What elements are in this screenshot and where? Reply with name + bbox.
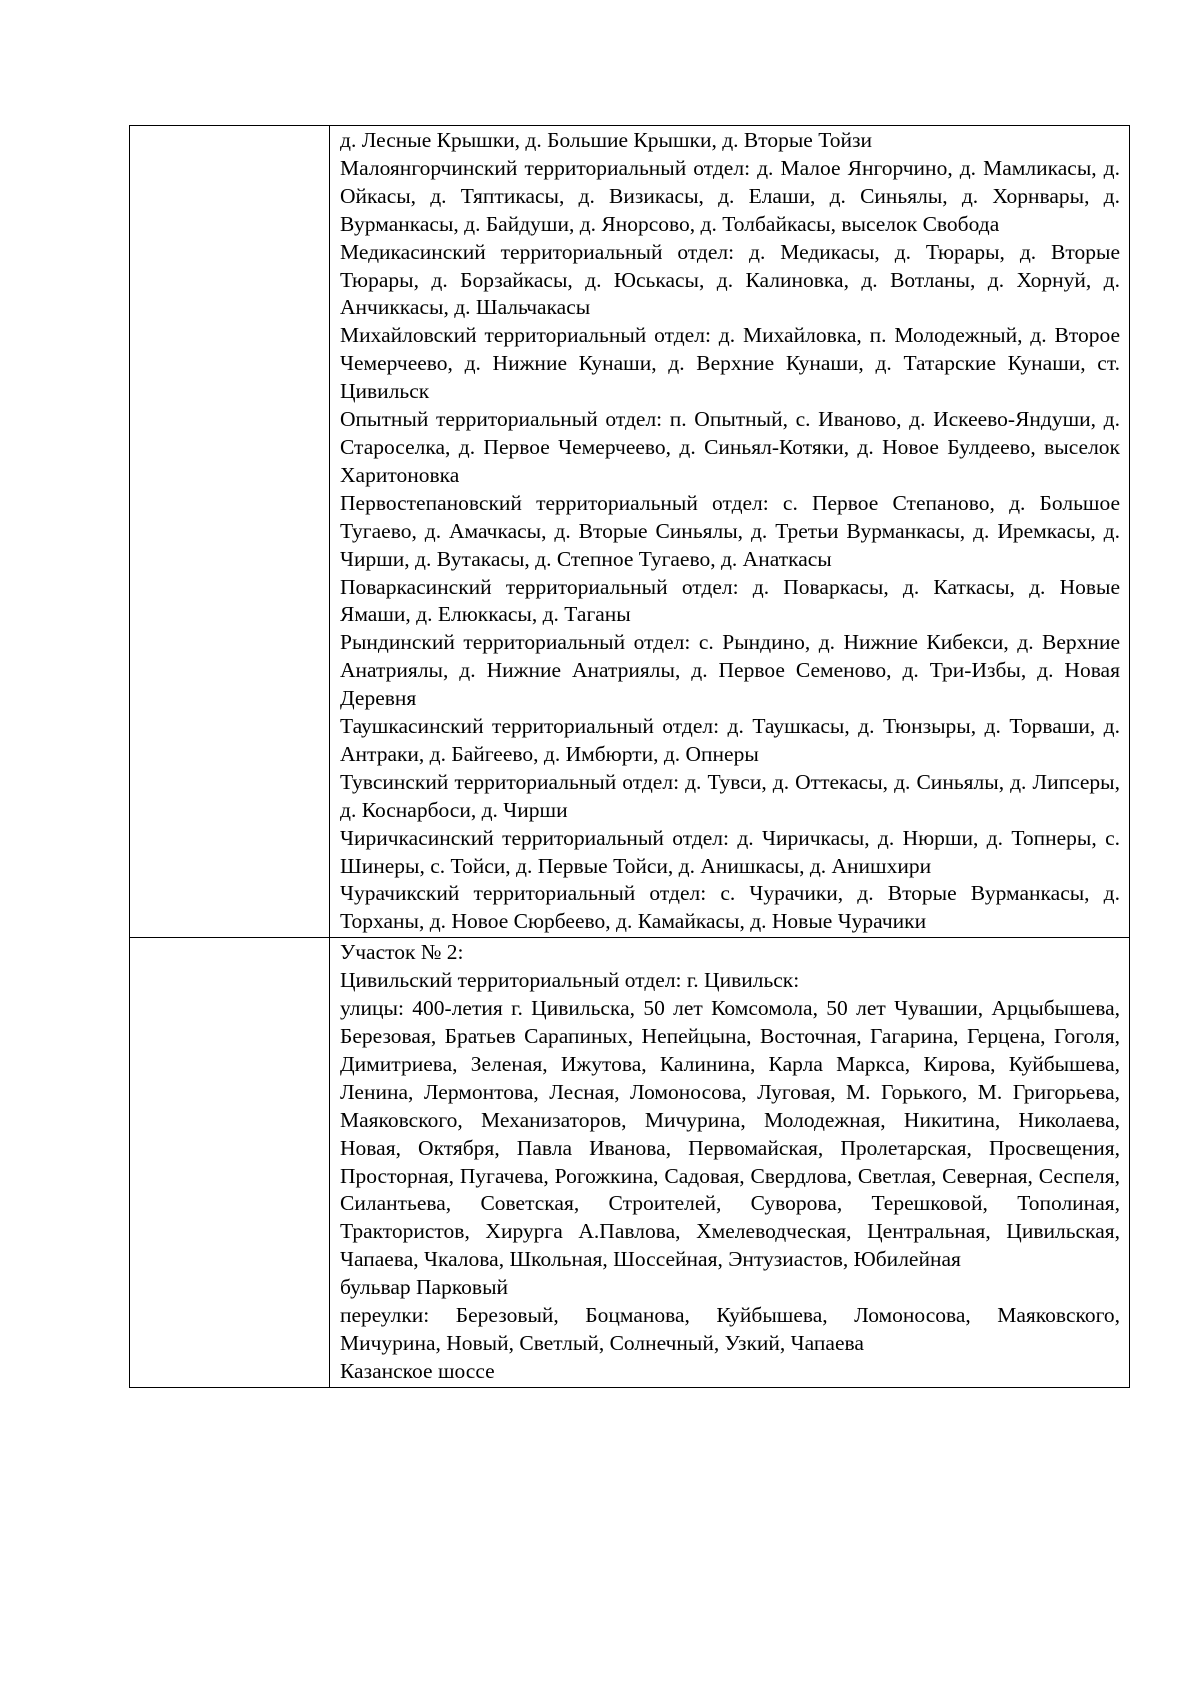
territory-paragraph: улицы: 400-летия г. Цивильска, 50 лет Комсомола, 50 лет Чувашии, Арцыбышева, Березовая, Братьев Сарапиных, Непейцына, Восточная, Гагарина, Герцена, Гоголя, Димитриева, Зеленая, Ижутова, Калинина, Карла Маркса, Кирова, Куйбышева, Ленина, Лермонтова, Лесная, Ломоносова, Луговая, М. Горького, М. Григорьева, Маяковского, Механизаторов, Мичурина, Молодежная, Никитина, Николаева, Новая, Октября, Павла Иванова, Первомайская, Пролетарская, Просвещения, Просторная, Пугачева, Рогожкина, Садовая, Свердлова, Светлая, Северная, Сеспеля, Силантьева, Советская, Строителей, Суворова, Терешковой, Тополиная, Трактористов, Хирурга А.Павлова, Хмелеводческая, Центральная, Цивильская, Чапаева, Чкалова, Школьная, Шоссейная, Энтузиастов, Юбилейная [340,996,1120,1272]
territory-paragraph: Участок № 2: [340,940,464,965]
territory-paragraph: Опытный территориальный отдел: п. Опытный, с. Иваново, д. Искеево-Яндуши, д. Староселка, д. Первое Чемерчеево, д. Синьял-Котяки, д. Новое Булдеево, выселок Харитоновка [340,407,1120,487]
territory-paragraph: Чиричкасинский территориальный отдел: д. Чиричкасы, д. Нюрши, д. Топнеры, с. Шинеры, с. Тойси, д. Первые Тойси, д. Анишкасы, д. Анишхири [340,825,1120,878]
left-cell [130,126,330,938]
territory-paragraph: Тувсинский территориальный отдел: д. Тувси, д. Оттекасы, д. Синьялы, д. Липсеры, д. Коснарбоси, д. Чирши [340,769,1120,822]
territory-paragraph: Первостепановский территориальный отдел: с. Первое Степаново, д. Большое Тугаево, д. Амачкасы, д. Вторые Синьялы, д. Третьи Вурманкасы, д. Иремкасы, д. Чирши, д. Вутакасы, д. Степное Тугаево, д. Анаткасы [340,490,1120,571]
district-table-body [130,126,1130,1388]
territory-paragraph: д. Лесные Крышки, д. Большие Крышки, д. Вторые Тойзи [340,128,872,152]
territory-paragraph: переулки: Березовый, Боцманова, Куйбышева, Ломоносова, Маяковского, Мичурина, Новый, Светлый, Солнечный, Узкий, Чапаева [340,1303,1120,1355]
territory-cell-content [330,938,1129,1387]
table-row [130,938,1130,1388]
territory-paragraph: Цивильский территориальный отдел: г. Цивильск: [340,968,800,993]
territory-paragraph: Малоянгорчинский территориальный отдел: д. Малое Янгорчино, д. Мамликасы, д. Ойкасы, д. Тяптикасы, д. Визикасы, д. Елаши, д. Синьялы, д. Хорнвары, д. Вурманкасы, д. Байдуши, д. Янорсово, д. Толбайкасы, выселок Свобода [340,155,1120,236]
district-table [129,125,1130,1388]
territory-paragraph: Медикасинский территориальный отдел: д. Медикасы, д. Тюрары, д. Вторые Тюрары, д. Борзайкасы, д. Юськасы, д. Калиновка, д. Вотланы, д. Хорнуй, д. Анчиккасы, д. Шальчакасы [340,239,1120,320]
territory-cell [330,126,1130,938]
territory-paragraph: бульвар Парковый [340,1275,509,1300]
territory-paragraph: Поваркасинский территориальный отдел: д. Поваркасы, д. Каткасы, д. Новые Ямаши, д. Елюккасы, д. Таганы [340,574,1120,627]
territory-cell [330,938,1130,1388]
territory-cell-content [330,126,1129,937]
territory-paragraph: Таушкасинский территориальный отдел: д. Таушкасы, д. Тюнзыры, д. Торваши, д. Антраки, д. Байгеево, д. Имбюрти, д. Опнеры [340,714,1120,766]
territory-paragraph: Казанское шоссе [340,1358,495,1383]
territory-paragraph: Чурачикский территориальный отдел: с. Чурачики, д. Вторые Вурманкасы, д. Торханы, д. Новое Сюрбеево, д. Камайкасы, д. Новые Чурачики [340,881,1120,934]
territory-paragraph: Михайловский территориальный отдел: д. Михайловка, п. Молодежный, д. Второе Чемерчеево, д. Нижние Кунаши, д. Верхние Кунаши, д. Татарские Кунаши, ст. Цивильск [340,323,1120,404]
territory-paragraph: Рындинский территориальный отдел: с. Рындино, д. Нижние Кибекси, д. Верхние Анатриялы, д. Нижние Анатриялы, д. Первое Семеново, д. Три-Избы, д. Новая Деревня [340,630,1120,711]
left-cell [130,938,330,1388]
table-row [130,126,1130,938]
